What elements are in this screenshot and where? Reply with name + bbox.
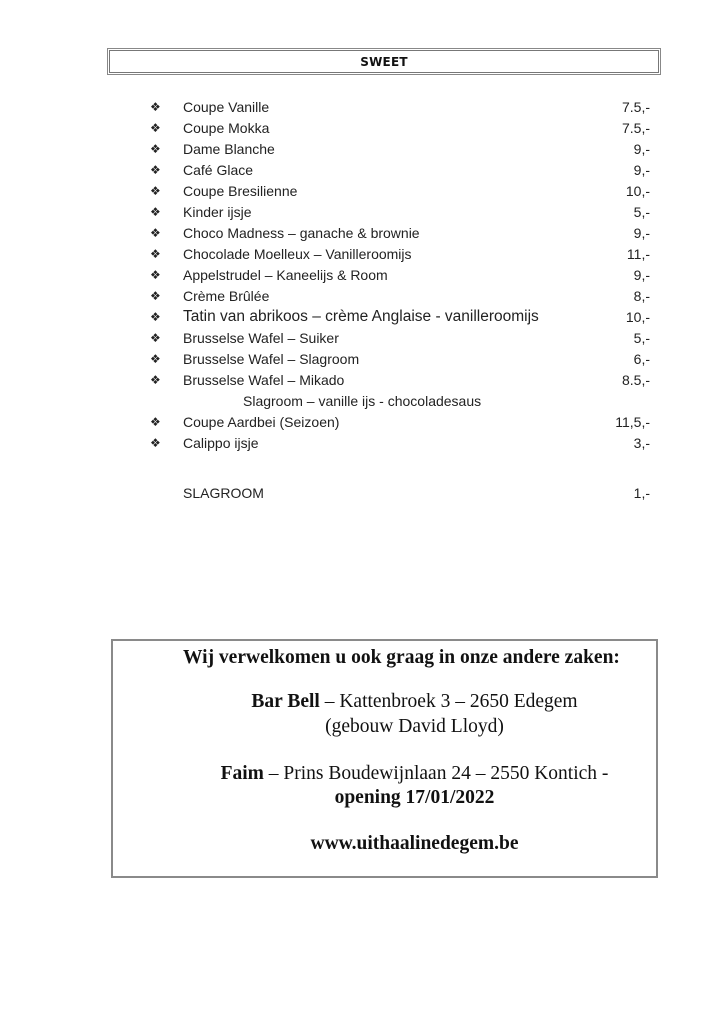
menu-item-price: 9,- (633, 140, 650, 157)
diamond-bullet-icon: ❖ (150, 435, 161, 450)
menu-item-description (150, 390, 650, 411)
diamond-bullet-icon: ❖ (150, 183, 161, 198)
diamond-bullet-icon: ❖ (150, 162, 161, 177)
diamond-bullet-icon: ❖ (150, 330, 161, 345)
menu-item (150, 201, 650, 222)
menu-item (150, 180, 650, 201)
diamond-bullet-icon: ❖ (150, 309, 161, 324)
menu-item-price: 8.5,- (621, 371, 650, 388)
info-title: Wij verwelkomen u ook graag in onze andere zaken: (183, 647, 620, 668)
menu-item-price: 10,- (625, 182, 650, 199)
menu-item (150, 369, 650, 390)
faim-opening: opening 17/01/2022 (334, 787, 495, 808)
diamond-bullet-icon: ❖ (150, 351, 161, 366)
menu-item-subtext: Slagroom – vanille ijs - chocoladesaus (243, 392, 482, 409)
menu-item-price: 7.5,- (621, 119, 650, 136)
menu-item-name: Crème Brûlée (183, 287, 270, 304)
diamond-bullet-icon: ❖ (150, 372, 161, 387)
menu-item (150, 138, 650, 159)
diamond-bullet-icon: ❖ (150, 225, 161, 240)
diamond-bullet-icon: ❖ (150, 246, 161, 261)
menu-item-price: 9,- (633, 224, 650, 241)
menu-item (150, 348, 650, 369)
website-link[interactable]: www.uithaalinedegem.be (310, 833, 519, 854)
menu-item (150, 159, 650, 180)
section-title: SWEET (360, 54, 408, 69)
menu-item-name: Calippo ijsje (183, 434, 259, 451)
menu-item-name: Brusselse Wafel – Slagroom (183, 350, 360, 367)
menu-item-name: Choco Madness – ganache & brownie (183, 224, 420, 241)
menu-item-name: Café Glace (183, 161, 254, 178)
extra-item-name: SLAGROOM (183, 484, 264, 501)
menu-item-price: 6,- (633, 350, 650, 367)
menu-item (150, 432, 650, 453)
diamond-bullet-icon: ❖ (150, 204, 161, 219)
menu-item-price: 9,- (633, 266, 650, 283)
diamond-bullet-icon: ❖ (150, 99, 161, 114)
dessert-menu-list (150, 96, 650, 503)
menu-item-price: 5,- (633, 329, 650, 346)
other-locations-box (111, 639, 658, 878)
diamond-bullet-icon: ❖ (150, 267, 161, 282)
menu-item-price: 7.5,- (621, 98, 650, 115)
menu-item (150, 306, 650, 327)
bar-bell-name: Bar Bell (251, 691, 320, 712)
menu-item-name: Coupe Vanille (183, 98, 270, 115)
menu-item-name: Brusselse Wafel – Suiker (183, 329, 339, 346)
menu-item-name: Dame Blanche (183, 140, 275, 157)
faim-address (173, 763, 656, 785)
bar-bell-address (173, 691, 656, 713)
diamond-bullet-icon: ❖ (150, 141, 161, 156)
menu-item-name: Chocolade Moelleux – Vanilleroomijs (183, 245, 412, 262)
menu-item-price: 10,- (625, 308, 650, 325)
menu-item (150, 222, 650, 243)
menu-item-name: Kinder ijsje (183, 203, 252, 220)
bar-bell-street: – Kattenbroek 3 – 2650 Edegem (319, 691, 578, 712)
diamond-bullet-icon: ❖ (150, 288, 161, 303)
diamond-bullet-icon: ❖ (150, 414, 161, 429)
bar-bell-note: (gebouw David Lloyd) (325, 716, 504, 737)
menu-item-price: 5,- (633, 203, 650, 220)
faim-street: – Prins Boudewijnlaan 24 – 2550 Kontich - (263, 763, 609, 784)
menu-item-name: Tatin van abrikoos – crème Anglaise - vanilleroomijs (183, 307, 539, 325)
menu-item (150, 285, 650, 306)
menu-item (150, 411, 650, 432)
extra-item-price: 1,- (633, 484, 650, 501)
menu-item (150, 96, 650, 117)
menu-item-price: 11,- (626, 245, 650, 262)
menu-item-price: 3,- (633, 434, 650, 451)
menu-item-name: Coupe Aardbei (Seizoen) (183, 413, 340, 430)
menu-item (150, 327, 650, 348)
diamond-bullet-icon: ❖ (150, 120, 161, 135)
section-header-sweet (109, 50, 659, 73)
menu-extra-item (150, 482, 650, 503)
menu-item-name: Coupe Bresilienne (183, 182, 298, 199)
menu-item-price: 8,- (633, 287, 650, 304)
faim-name: Faim (220, 763, 264, 784)
menu-item-price: 11,5,- (615, 413, 650, 430)
menu-item-name: Appelstrudel – Kaneelijs & Room (183, 266, 388, 283)
menu-item-name: Brusselse Wafel – Mikado (183, 371, 345, 388)
menu-item-price: 9,- (633, 161, 650, 178)
menu-item (150, 264, 650, 285)
menu-item (150, 117, 650, 138)
menu-item (150, 243, 650, 264)
menu-item-name: Coupe Mokka (183, 119, 270, 136)
